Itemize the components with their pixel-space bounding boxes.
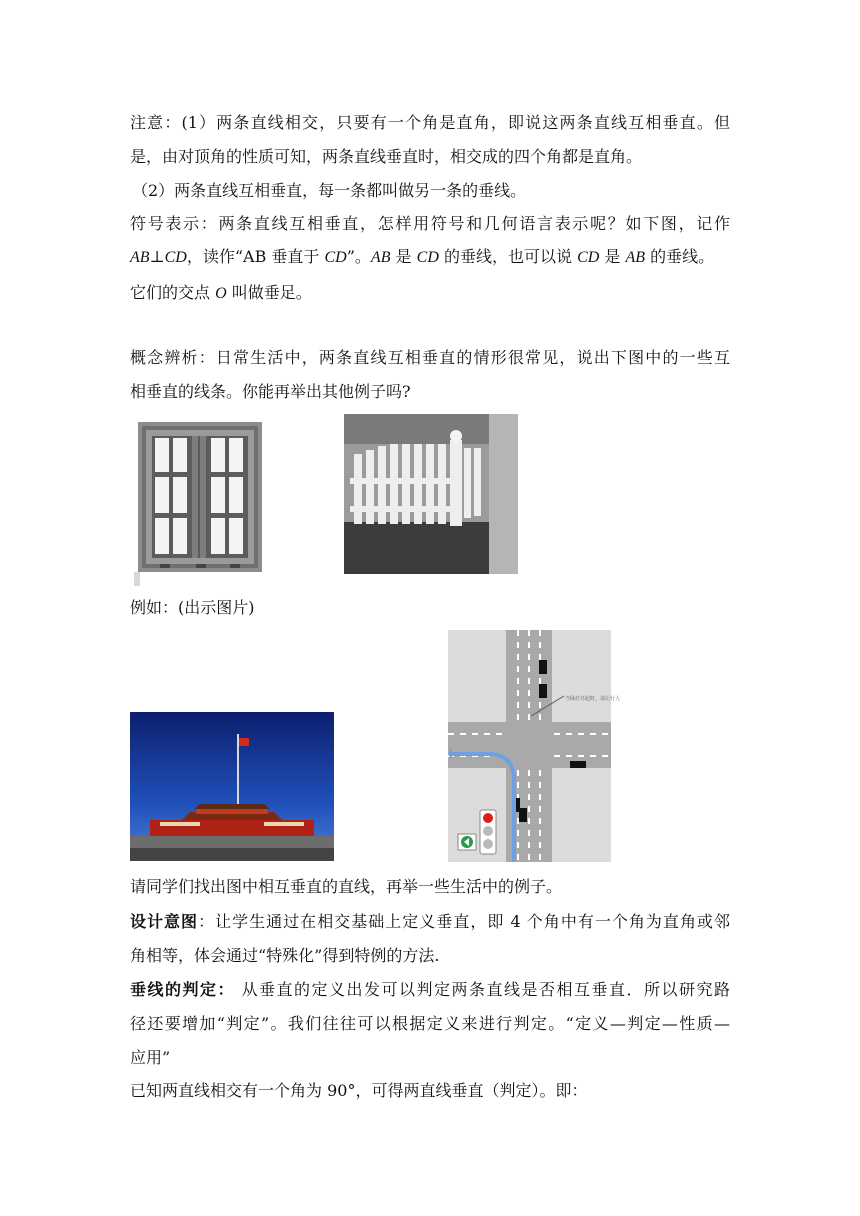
design-line-1 xyxy=(130,912,730,932)
judge-line-1 xyxy=(130,980,730,1000)
road-sign-text: 当绿灯亮起时，请让行人 xyxy=(565,696,621,702)
tiananmen-picture xyxy=(130,712,334,861)
note-line-1: 注意：(1）两条直线相交，只要有一个角是直角，即说这两条直线互相垂直。但 xyxy=(130,113,730,132)
concept-line-1: 概念辨析：日常生活中，两条直线互相垂直的情形很常见，说出下图中的一些互 xyxy=(130,348,730,367)
window-picture xyxy=(130,418,264,586)
symbol-text: 它们的交点 xyxy=(130,283,216,302)
note-line-2: 是，由对顶角的性质可知，两条直线垂直时，相交成的四个角都是直角。 xyxy=(130,147,643,166)
symbol-line-1: 符号表示：两条直线互相垂直，怎样用符号和几何语言表示呢？如下图，记作 xyxy=(130,214,730,233)
symbol-ab: AB xyxy=(370,249,391,266)
symbol-line-2 xyxy=(130,247,714,268)
road-intersection-picture xyxy=(448,630,621,862)
symbol-o: O xyxy=(215,285,227,302)
design-label: 设计意图 xyxy=(130,912,199,931)
symbol-cd: CD xyxy=(416,249,439,266)
symbol-ab: AB xyxy=(130,249,150,266)
design-line-2: 角相等，体会通过“特殊化”得到特例的方法. xyxy=(130,946,440,965)
symbol-text: 的垂线，也可以说 xyxy=(438,247,578,266)
note-line-3: （2）两条直线互相垂直，每一条都叫做另一条的垂线。 xyxy=(132,181,527,200)
symbol-text: ”。 xyxy=(346,247,371,266)
perp-symbol: ⊥ xyxy=(149,247,165,266)
symbol-cd: CD xyxy=(324,249,347,266)
symbol-text: 是 xyxy=(390,247,417,266)
symbol-cd: CD xyxy=(164,249,187,266)
judge-line-3: 应用” xyxy=(130,1048,171,1067)
known-line: 已知两直线相交有一个角为 90°，可得两直线垂直（判定）。即： xyxy=(130,1081,588,1100)
judge-label: 垂线的判定： xyxy=(130,980,235,999)
example-label: 例如：(出示图片) xyxy=(130,598,255,617)
judge-line-2: 径还要增加“判定”。我们往往可以根据定义来进行判定。“定义—判定—性质— xyxy=(130,1014,730,1033)
task-line: 请同学们找出图中相互垂直的直线，再举一些生活中的例子。 xyxy=(130,877,563,896)
symbol-text: 叫做垂足。 xyxy=(226,283,312,302)
design-text: ：让学生通过在相交基础上定义垂直，即 4 个角中有一个角为直角或邻 xyxy=(198,912,730,931)
symbol-ab: AB xyxy=(625,249,646,266)
judge-text: 从垂直的定义出发可以判定两条直线是否相互垂直．所以研究路 xyxy=(234,980,730,999)
symbol-text: ，读作“AB 垂直于 xyxy=(186,247,325,266)
symbol-line-3 xyxy=(130,283,312,304)
symbol-cd: CD xyxy=(577,249,600,266)
symbol-text: 的垂线。 xyxy=(645,247,715,266)
fence-picture xyxy=(344,414,518,574)
concept-line-2: 相垂直的线条。你能再举出其他例子吗? xyxy=(130,382,411,401)
symbol-text: 是 xyxy=(599,247,626,266)
